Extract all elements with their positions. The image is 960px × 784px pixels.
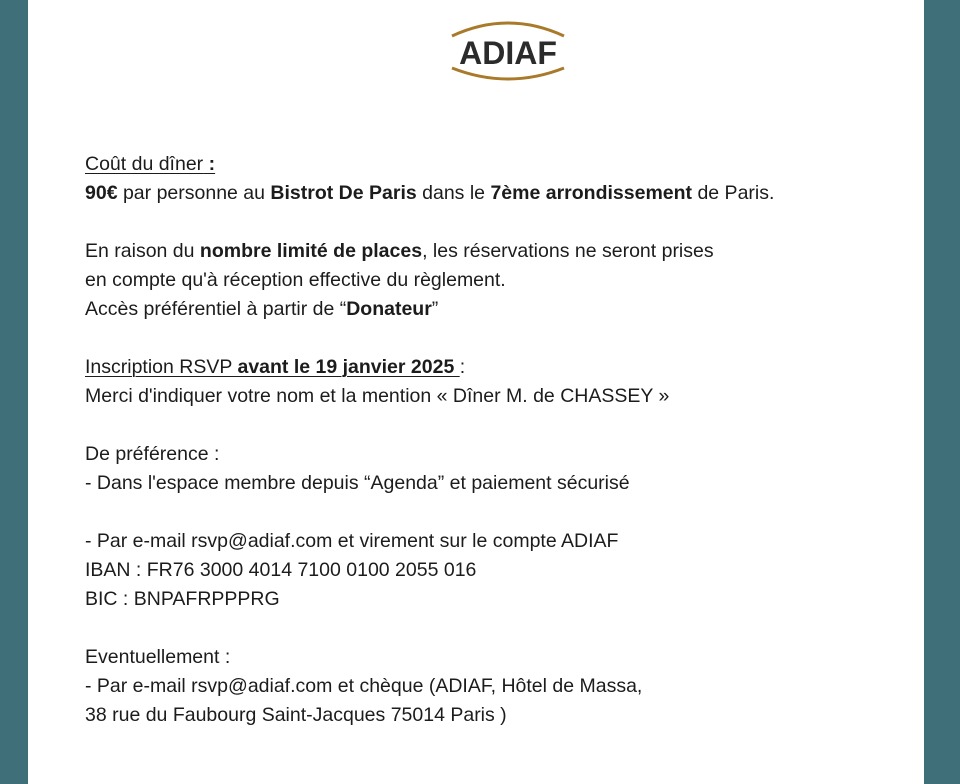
document-page xyxy=(28,0,924,784)
cost-details: 90€ par personne au Bistrot De Paris dans le 7ème arrondissement de Paris. xyxy=(85,182,775,204)
alternative-address: 38 rue du Faubourg Saint-Jacques 75014 Paris ) xyxy=(85,704,507,726)
adiaf-logo xyxy=(444,14,572,84)
logo-text: ADIAF xyxy=(459,35,557,71)
alternative-option: - Par e-mail rsvp@adiaf.com et chèque (ADIAF, Hôtel de Massa, xyxy=(85,675,643,697)
alternative-heading: Eventuellement : xyxy=(85,646,231,668)
rsvp-heading: Inscription RSVP avant le 19 janvier 2025 : xyxy=(85,356,466,378)
preferred-option-1: - Dans l'espace membre depuis “Agenda” et paiement sécurisé xyxy=(85,472,630,494)
document-body xyxy=(85,150,915,730)
access-line: Accès préférentiel à partir de “Donateur” xyxy=(85,298,439,320)
limits-line-2: en compte qu'à réception effective du règlement. xyxy=(85,269,506,291)
rsvp-instruction: Merci d'indiquer votre nom et la mention « Dîner M. de CHASSEY » xyxy=(85,385,670,407)
cost-heading: Coût du dîner : xyxy=(85,153,216,175)
bic: BIC : BNPAFRPPPRG xyxy=(85,588,280,610)
preferred-heading: De préférence : xyxy=(85,443,220,465)
limits-line-1: En raison du nombre limité de places, les réservations ne seront prises xyxy=(85,240,714,262)
iban: IBAN : FR76 3000 4014 7100 0100 2055 016 xyxy=(85,559,477,581)
preferred-option-2: - Par e-mail rsvp@adiaf.com et virement sur le compte ADIAF xyxy=(85,530,619,552)
